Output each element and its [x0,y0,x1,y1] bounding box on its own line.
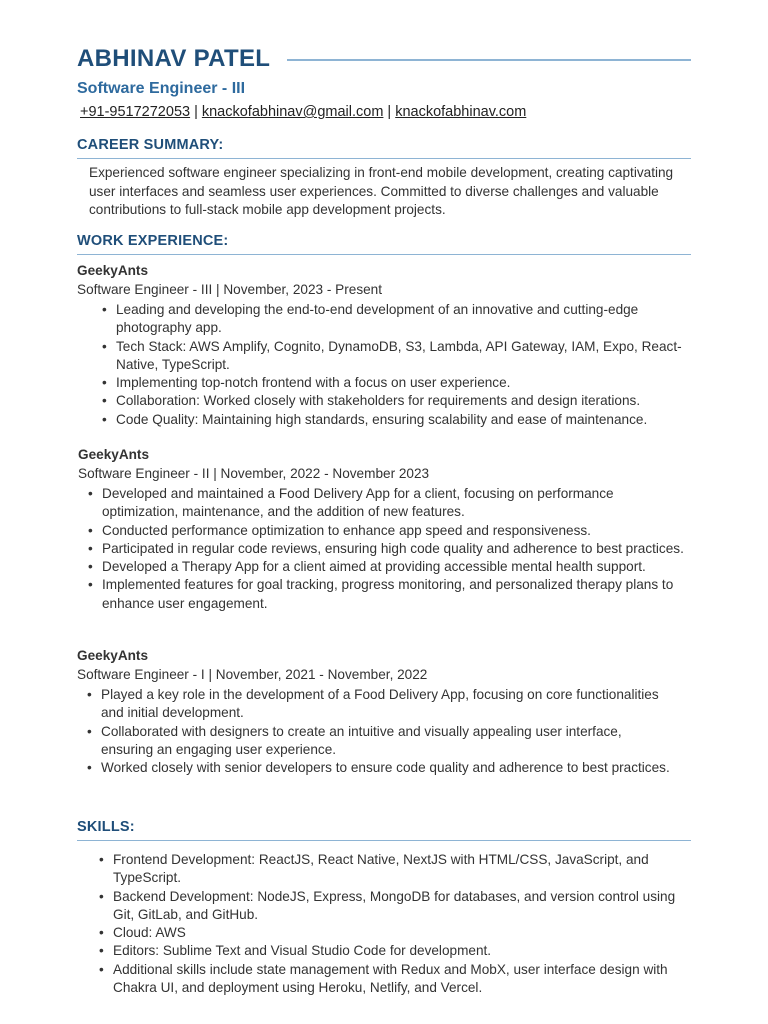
contact-separator: | [387,104,392,120]
list-item: • Additional skills include state management with Redux and MobX, user interface design with Chakra UI, and deployment using Heroku, Netlify, and Vercel. [113,961,683,998]
company-name: GeekyAnts [77,648,149,663]
list-item: • Collaboration: Worked closely with stakeholders for requirements and design iterations. [116,392,688,410]
list-item: • Developed a Therapy App for a client aimed at providing accessible mental health support. [102,558,687,576]
phone-link[interactable]: +91-9517272053 [80,104,191,120]
skills-list-container [77,849,697,997]
candidate-name: ABHINAV PATEL [77,45,271,72]
job-bullets [101,686,671,777]
work-experience-heading: WORK EXPERIENCE: [77,232,691,255]
job-bullets [116,301,688,429]
list-item: • Collaborated with designers to create an intuitive and visually appealing user interface, ensuring an engaging user experience. [101,723,671,760]
skills-list [113,851,683,997]
contact-separator: | [194,104,198,120]
list-item: • Worked closely with senior developers to ensure code quality and adherence to best practices. [101,759,671,777]
role-and-dates: Software Engineer - I | November, 2021 - November, 2022 [77,667,428,682]
skills-heading: SKILLS: [77,818,691,841]
name-divider [287,59,691,61]
role-and-dates: Software Engineer - II | November, 2022 - November 2023 [78,466,430,481]
list-item: • Conducted performance optimization to enhance app speed and responsiveness. [102,522,687,540]
role-and-dates: Software Engineer - III | November, 2023 - Present [77,282,383,297]
list-item: • Tech Stack: AWS Amplify, Cognito, DynamoDB, S3, Lambda, API Gateway, IAM, Expo, React-Native, TypeScript. [116,338,688,375]
list-item: • Backend Development: NodeJS, Express, MongoDB for databases, and version control using Git, GitLab, and GitHub. [113,888,683,925]
career-summary-text: Experienced software engineer specializing in front-end mobile development, creating captivating user interfaces and seamless user experiences. Committed to diverse challenges and valuable contributions to full-stack mobile app development projects. [89,165,674,217]
email-link[interactable]: knackofabhinav@gmail.com [201,104,384,120]
job-entry-2 [78,446,698,613]
job-bullets [102,485,687,613]
list-item: • Participated in regular code reviews, ensuring high code quality and adherence to best practices. [102,540,687,558]
list-item: • Frontend Development: ReactJS, React Native, NextJS with HTML/CSS, JavaScript, and TypeScript. [113,851,683,888]
list-item: • Played a key role in the development of a Food Delivery App, focusing on core functionalities and initial development. [101,686,671,723]
list-item: • Implementing top-notch frontend with a focus on user experience. [116,374,688,392]
list-item: • Editors: Sublime Text and Visual Studio Code for development. [113,942,683,960]
job-title: Software Engineer - III [77,80,246,97]
list-item: • Developed and maintained a Food Delivery App for a client, focusing on performance optimization, maintenance, and the addition of new features. [102,485,687,522]
website-link[interactable]: knackofabhinav.com [395,104,527,120]
career-summary-heading: CAREER SUMMARY: [77,136,691,159]
list-item: • Leading and developing the end-to-end development of an innovative and cutting-edge photography app. [116,301,688,338]
job-entry-1 [77,262,697,429]
list-item: • Implemented features for goal tracking, progress monitoring, and personalized therapy plans to enhance user engagement. [102,576,687,613]
job-entry-3 [77,647,697,777]
list-item: • Cloud: AWS [113,924,683,942]
company-name: GeekyAnts [77,263,149,278]
list-item: • Code Quality: Maintaining high standards, ensuring scalability and ease of maintenance. [116,411,688,429]
contact-line [80,103,526,121]
company-name: GeekyAnts [78,447,150,462]
